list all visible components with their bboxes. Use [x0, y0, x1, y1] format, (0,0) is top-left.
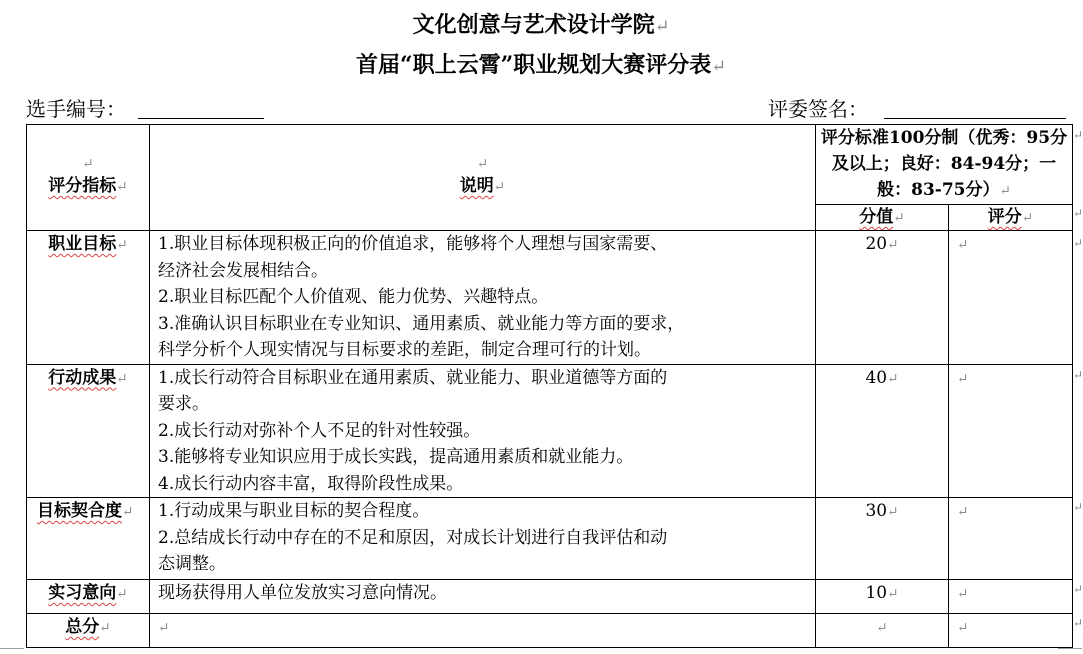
row-description: 1.职业目标体现积极正向的价值追求，能够将个人理想与国家需要、 经济社会发展相结合。 2.职业目标匹配个人价值观、能力优势、兴趣特点。 3.准确认识目标职业在专业知识、通用素质、就业能力等方面的要求， 科学分析个人现实情况与目标要求的差距，制定合理可行的计划。	[150, 231, 816, 365]
total-points: ↵	[816, 614, 949, 648]
scoring-table	[26, 124, 1073, 648]
document-title	[0, 10, 1082, 42]
paragraph-mark-icon: ↵	[711, 57, 727, 77]
table-row	[27, 231, 1073, 365]
table-row	[27, 580, 1073, 614]
row-end-mark-icon: ↵	[1073, 206, 1083, 220]
row-end-mark-icon: ↵	[1073, 368, 1083, 382]
row-score[interactable]: ↵	[949, 580, 1073, 614]
row-end-mark-icon: ↵	[1073, 616, 1083, 630]
total-label: 总分↵	[27, 614, 150, 648]
row-indicator: 目标契合度↵	[27, 498, 150, 580]
row-points: 20↵	[816, 231, 949, 365]
row-description: 1.行动成果与职业目标的契合程度。 2.总结成长行动中存在的不足和原因，对成长计划进行自我评估和动 态调整。	[150, 498, 816, 580]
total-description: ↵	[150, 614, 816, 648]
row-indicator: 职业目标↵	[27, 231, 150, 365]
contestant-number-label: 选手编号：	[26, 97, 126, 121]
row-description: 1.成长行动符合目标职业在通用素质、就业能力、职业道德等方面的 要求。 2.成长行动对弥补个人不足的针对性较强。 3.能够将专业知识应用于成长实践，提高通用素质和就业能力。 4.成长行动内容丰富，取得阶段性成果。	[150, 364, 816, 498]
judge-signature-label: 评委签名：	[768, 97, 868, 121]
table-header-row	[27, 125, 1073, 205]
header-score: 评分↵	[949, 205, 1073, 231]
header-description: ↵ 说明↵	[150, 125, 816, 231]
row-indicator: 实习意向↵	[27, 580, 150, 614]
header-standard: 评分标准100分制（优秀：95分及以上；良好：84-94分；一般：83-75分）↵	[816, 125, 1073, 205]
table-total-row	[27, 614, 1073, 648]
judge-signature-field	[768, 96, 1066, 122]
paragraph-mark-icon: ↵	[654, 17, 670, 37]
page-corner-mark	[1058, 648, 1082, 649]
row-score[interactable]: ↵	[949, 498, 1073, 580]
row-indicator: 行动成果↵	[27, 364, 150, 498]
table-row	[27, 498, 1073, 580]
row-description: 现场获得用人单位发放实习意向情况。	[150, 580, 816, 614]
header-indicator: ↵ 评分指标↵	[27, 125, 150, 231]
row-points: 30↵	[816, 498, 949, 580]
row-score[interactable]: ↵	[949, 231, 1073, 365]
document-subtitle	[0, 50, 1082, 82]
row-points: 40↵	[816, 364, 949, 498]
page-corner-mark	[0, 648, 24, 649]
row-points: 10↵	[816, 580, 949, 614]
row-end-mark-icon: ↵	[1073, 500, 1083, 514]
row-end-mark-icon: ↵	[1073, 128, 1083, 142]
row-end-mark-icon: ↵	[1073, 236, 1083, 250]
title-line-1: 文化创意与艺术设计学院	[412, 12, 655, 38]
contestant-number-field	[26, 96, 264, 122]
title-line-2: 首届“职上云霄”职业规划大赛评分表	[355, 52, 712, 78]
total-score[interactable]: ↵	[949, 614, 1073, 648]
row-score[interactable]: ↵	[949, 364, 1073, 498]
contestant-number-blank[interactable]	[138, 96, 264, 119]
row-end-mark-icon: ↵	[1073, 582, 1083, 596]
judge-signature-blank[interactable]	[884, 96, 1066, 119]
header-points: 分值↵	[816, 205, 949, 231]
table-row	[27, 364, 1073, 498]
